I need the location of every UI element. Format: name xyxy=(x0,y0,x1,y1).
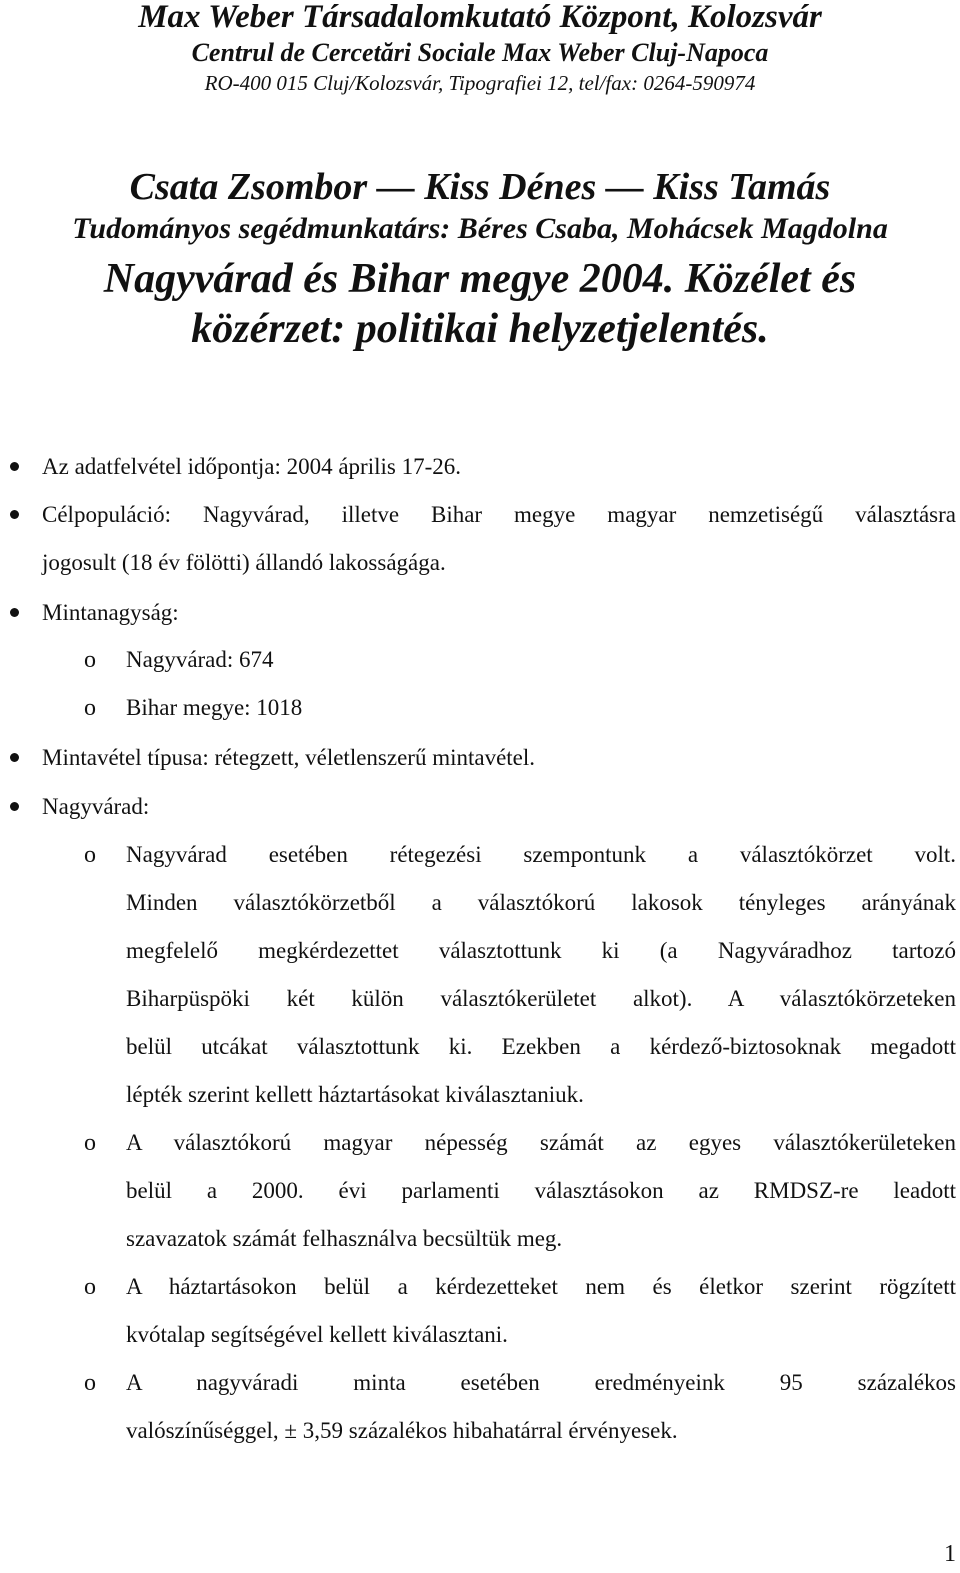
sample-nagyvarad-text: Nagyvárad: 674 xyxy=(126,647,274,672)
institute-address: RO-400 015 Cluj/Kolozsvár, Tipografiei 12, tel/fax: 0264-590974 xyxy=(204,71,756,95)
population-estimate-line-1: A választókorú magyar népesség számát az egyes választókerületeken xyxy=(126,1130,956,1155)
quota-selection-line-2: kvótalap segítségével kellett kiválasztani. xyxy=(126,1322,508,1347)
sample-bihar-text: Bihar megye: 1018 xyxy=(126,695,303,720)
bullet-icon xyxy=(8,802,22,816)
sample-size-label: Mintanagyság: xyxy=(42,600,179,625)
stratification-line-2: Minden választókörzetből a választókorú lakosok tényleges arányának xyxy=(126,890,956,915)
stratification-line-1: Nagyvárad esetében rétegezési szempontunk a választókörzet volt. xyxy=(126,842,956,867)
institute-name-hungarian: Max Weber Társadalomkutató Központ, Kolozsvár xyxy=(138,0,822,35)
bullet-icon xyxy=(8,510,22,524)
quota-selection-line-1: A háztartásokon belül a kérdezetteket nem és életkor szerint rögzített xyxy=(126,1274,956,1299)
population-estimate-line-3: szavazatok számát felhasználva becsültük meg. xyxy=(126,1226,563,1251)
report-title-line-1: Nagyvárad és Bihar megye 2004. Közélet és xyxy=(103,256,857,302)
sampling-type-text: Mintavétel típusa: rétegzett, véletlenszerű mintavétel. xyxy=(42,745,536,770)
circle-bullet-icon: o xyxy=(84,1370,96,1396)
target-population-line-1: Célpopuláció: Nagyvárad, illetve Bihar megye magyar nemzetiségű választásra xyxy=(42,502,956,527)
institute-name-romanian: Centrul de Cercetări Sociale Max Weber Cluj-Napoca xyxy=(191,38,769,67)
report-authors: Csata Zsombor — Kiss Dénes — Kiss Tamás xyxy=(129,166,831,208)
nagyvarad-heading: Nagyvárad: xyxy=(42,794,150,819)
report-assistants: Tudományos segédmunkatárs: Béres Csaba, Mohácsek Magdolna xyxy=(72,212,888,245)
stratification-line-4: Biharpüspöki két külön választókerületet alkot). A választókörzeteken xyxy=(126,986,956,1011)
stratification-line-3: megfelelő megkérdezettet választottunk ki (a Nagyváradhoz tartozó xyxy=(126,938,956,963)
report-title-line-2: közérzet: politikai helyzetjelentés. xyxy=(191,306,769,352)
circle-bullet-icon: o xyxy=(84,647,96,673)
error-margin-line-1: A nagyváradi minta esetében eredményeink 95 százalékos xyxy=(126,1370,956,1395)
bullet-icon xyxy=(8,462,22,476)
bullet-icon xyxy=(8,753,22,767)
survey-date-text: Az adatfelvétel időpontja: 2004 április 17-26. xyxy=(42,454,461,479)
target-population-line-2: jogosult (18 év fölötti) állandó lakosságága. xyxy=(42,550,446,575)
report-title xyxy=(40,254,920,354)
page-number: 1 xyxy=(944,1541,956,1567)
circle-bullet-icon: o xyxy=(84,842,96,868)
circle-bullet-icon: o xyxy=(84,1274,96,1300)
circle-bullet-icon: o xyxy=(84,695,96,721)
circle-bullet-icon: o xyxy=(84,1130,96,1156)
stratification-line-6: lépték szerint kellett háztartásokat kiválasztaniuk. xyxy=(126,1082,584,1107)
stratification-line-5: belül utcákat választottunk ki. Ezekben a kérdező-biztosoknak megadott xyxy=(126,1034,956,1059)
error-margin-line-2: valószínűséggel, ± 3,59 százalékos hibahatárral érvényesek. xyxy=(126,1418,678,1443)
bullet-icon xyxy=(8,608,22,622)
population-estimate-line-2: belül a 2000. évi parlamenti választásokon az RMDSZ-re leadott xyxy=(126,1178,956,1203)
